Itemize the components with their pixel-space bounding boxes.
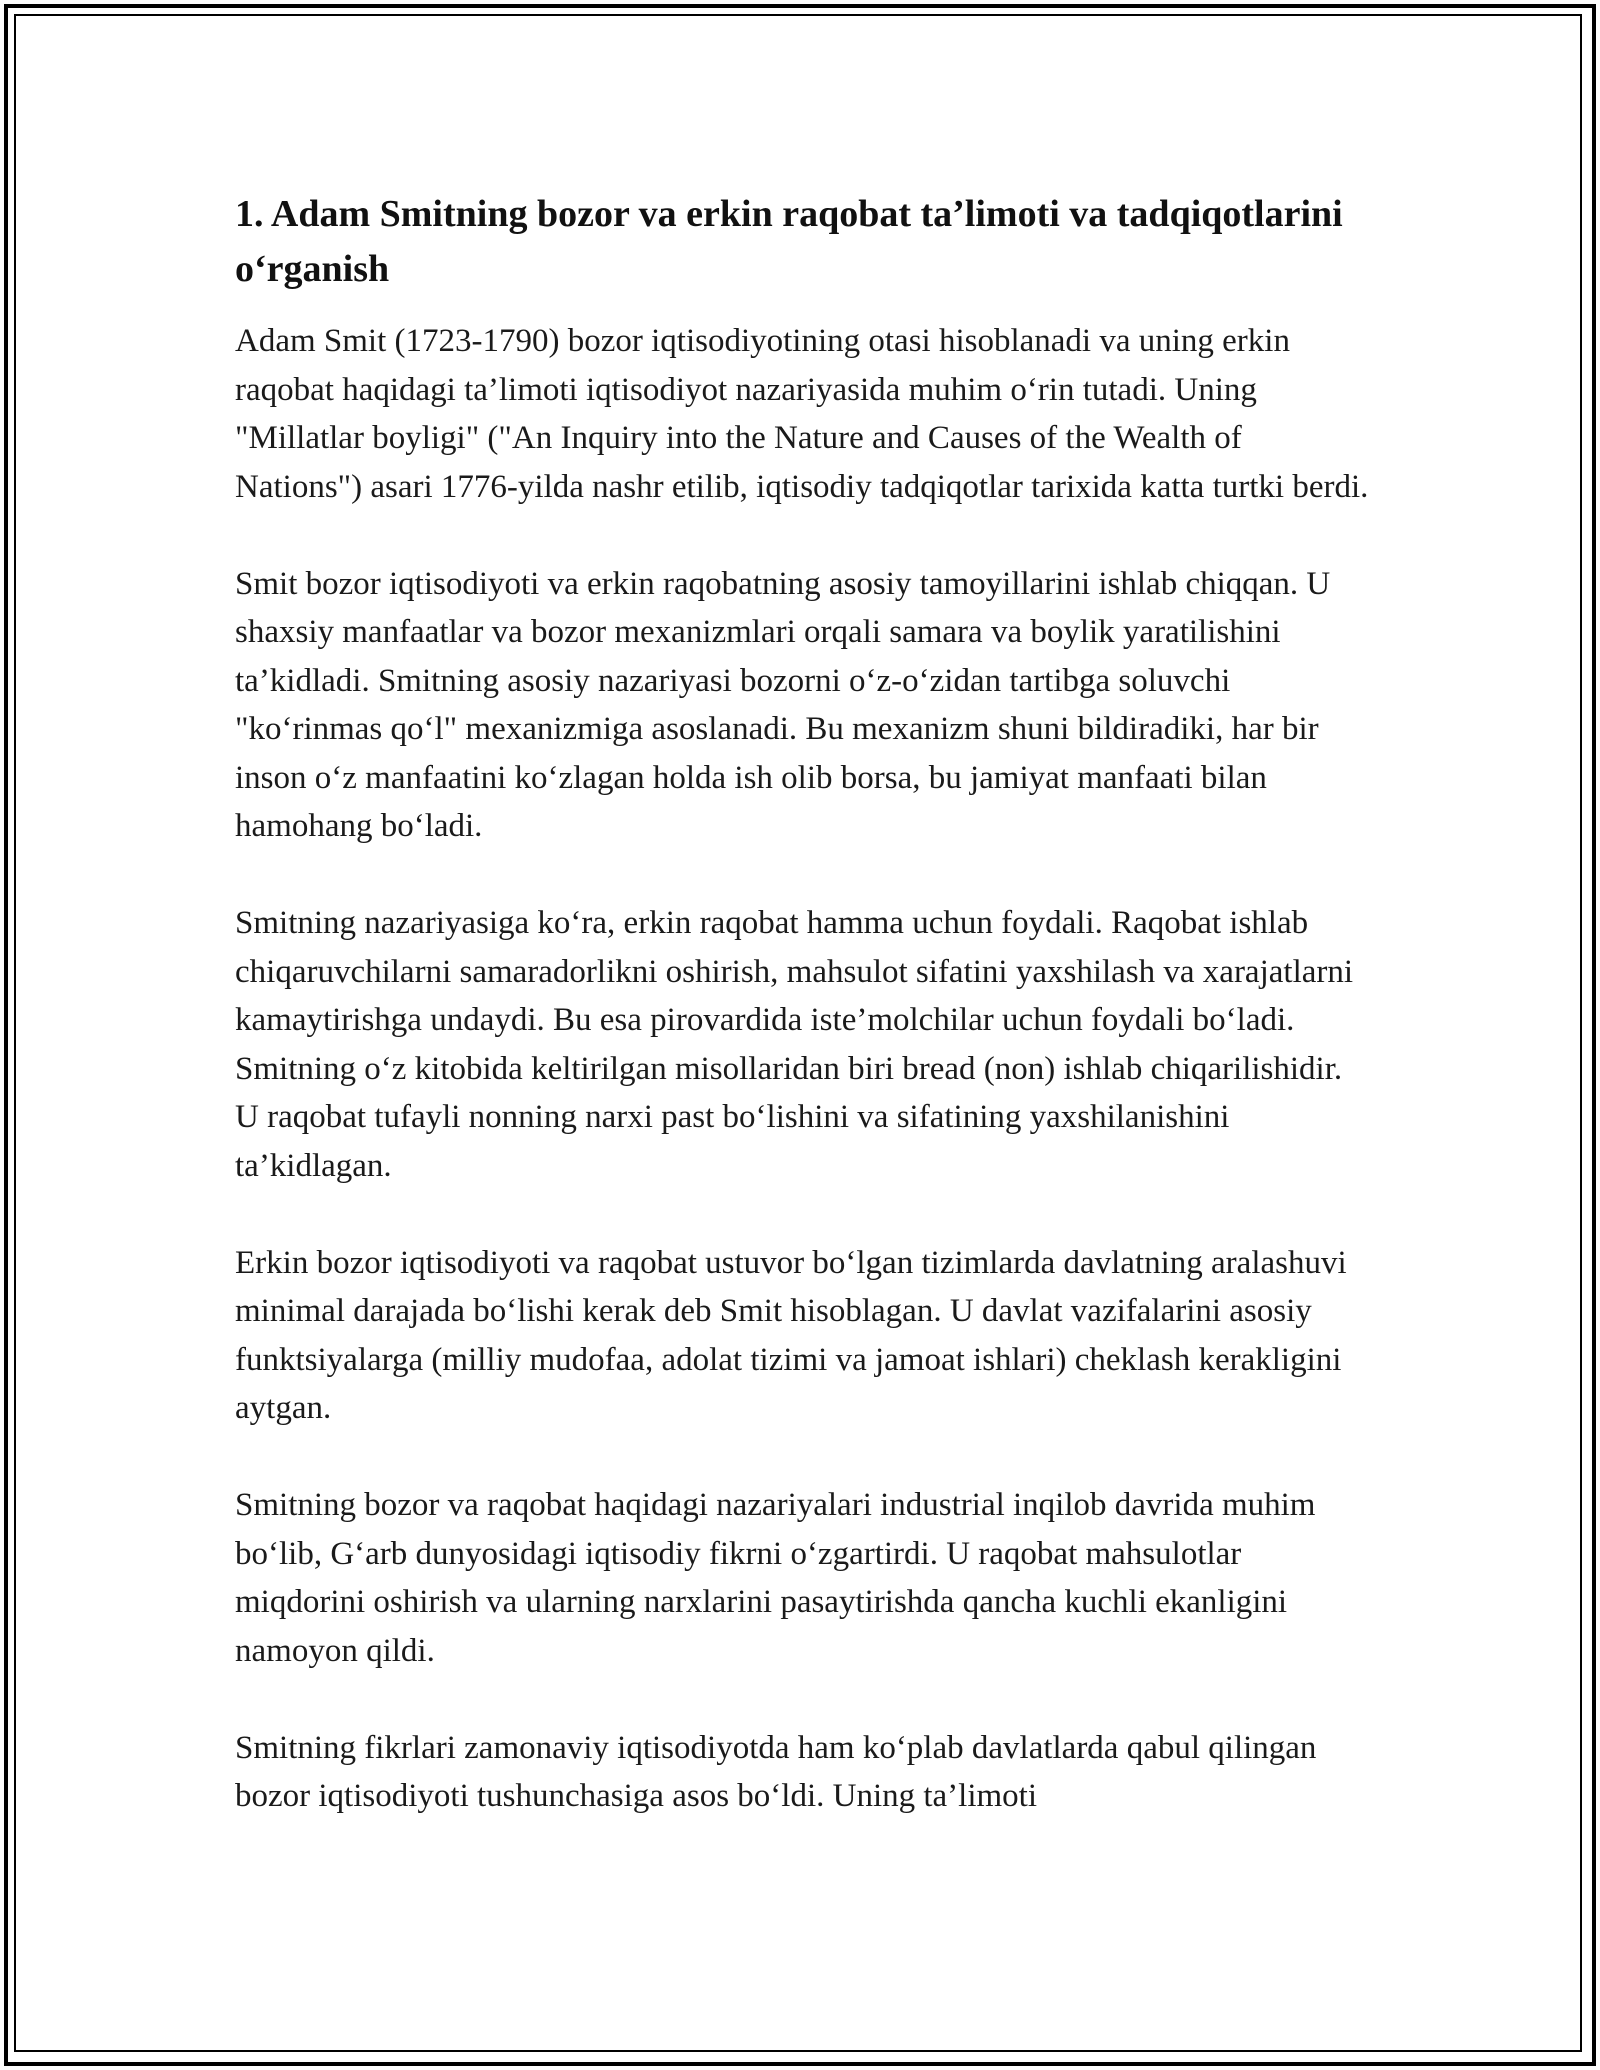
paragraph-5: Smitning bozor va raqobat haqidagi nazariyalari industrial inqilob davrida muhim bo‘lib, G‘arb dunyosidagi iqtisodiy fikrni o‘zgartirdi. U raqobat mahsulotlar miqdorini oshirish va ularning narxlarini pasaytirishda qancha kuchli ekanligini namoyon qildi. <box>235 1487 1316 1669</box>
paragraph-1: Adam Smit (1723-1790) bozor iqtisodiyotining otasi hisoblanadi va uning erkin raqobat haqidagi ta’limoti iqtisodiyot nazariyasida muhim o‘rin tutadi. Uning "Millatlar boyligi" ("An Inquiry into the Nature and Causes of the Wealth of Nations") asari 1776-yilda nashr etilib, iqtisodiy tadqiqotlar tarixida katta turtki berdi. <box>235 323 1369 505</box>
paragraph-4: Erkin bozor iqtisodiyoti va raqobat ustuvor bo‘lgan tizimlarda davlatning aralashuvi minimal darajada bo‘lishi kerak deb Smit hisoblagan. U davlat vazifalarini asosiy funktsiyalarga (milliy mudofaa, adolat tizimi va jamoat ishlari) cheklash kerakligini aytgan. <box>235 1244 1347 1426</box>
paragraph-3: Smitning nazariyasiga ko‘ra, erkin raqobat hamma uchun foydali. Raqobat ishlab chiqaruvchilarni samaradorlikni oshirish, mahsulot sifatini yaxshilash va xarajatlarni kamaytirishga undaydi. Bu esa pirovardida iste’molchilar uchun foydali bo‘ladi. Smitning o‘z kitobida keltirilgan misollaridan biri bread (non) ishlab chiqarilishidir. U raqobat tufayli nonning narxi past bo‘lishini va sifatining yaxshilanishini ta’kidlagan. <box>235 905 1354 1184</box>
paragraph-6: Smitning fikrlari zamonaviy iqtisodiyotda ham ko‘plab davlatlarda qabul qilingan bozor iqtisodiyoti tushunchasiga asos bo‘ldi. Uning ta’limoti <box>235 1729 1317 1814</box>
paragraph-2: Smit bozor iqtisodiyoti va erkin raqobatning asosiy tamoyillarini ishlab chiqqan. U shaxsiy manfaatlar va bozor mexanizmlari orqali samara va boylik yaratilishini ta’kidladi. Smitning asosiy nazariyasi bozorni o‘z-o‘zidan tartibga soluvchi "ko‘rinmas qo‘l" mexanizmiga asoslanadi. Bu mexanizm shuni bildiradiki, har bir inson o‘z manfaatini ko‘zlagan holda ish olib borsa, bu jamiyat manfaati bilan hamohang bo‘ladi. <box>235 565 1331 844</box>
document-body <box>235 187 1370 1869</box>
section-heading: 1. Adam Smitning bozor va erkin raqobat ta’limoti va tadqiqotlarini o‘rganish <box>235 193 1343 290</box>
